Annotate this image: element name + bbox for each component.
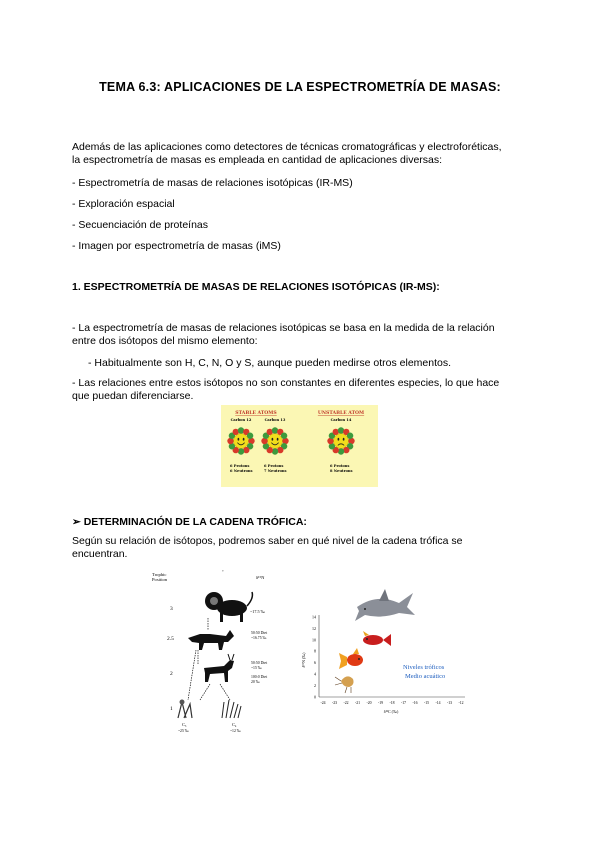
y-tick-labels	[312, 614, 316, 699]
deer-icon	[204, 654, 234, 682]
level-value: ~15 ‰	[251, 666, 262, 670]
atom-nuclei	[227, 427, 354, 454]
orange-fish-icon	[339, 648, 363, 669]
sub-bullet: - Habitualmente son H, C, N, O y S, aunque pueden medirse otros elementos.	[88, 357, 452, 369]
x-tick-label: -16	[412, 701, 418, 705]
paragraph-line: Según su relación de isótopos, podremos saber en qué nivel de la cadena trófica se	[72, 535, 463, 547]
isotope-paragraph-2	[72, 377, 528, 403]
legend-line: Niveles tróficos	[403, 664, 445, 671]
x-tick-label: -20	[366, 701, 372, 705]
trophic-level-number: 3	[170, 606, 173, 612]
x-tick-label: -23	[331, 701, 338, 705]
smiley-face-icon	[268, 434, 283, 449]
intro-paragraph	[72, 141, 528, 167]
x-tick-label: -17	[400, 701, 407, 705]
atom-name: Carbon 13	[264, 418, 286, 422]
atoms-svg	[221, 405, 378, 487]
face-eye	[243, 438, 245, 441]
x-tick-label: -24	[320, 701, 326, 705]
atom-neutrons: 7 Neutrons	[264, 469, 287, 473]
x-axis-label: δ¹³C (‰)	[383, 709, 399, 714]
x-tick-label: -13	[446, 701, 453, 705]
x-tick-label: -14	[435, 701, 441, 705]
plant-label: C₃	[182, 722, 187, 727]
red-fish-icon	[363, 631, 391, 646]
trophic-chain-figure	[148, 568, 278, 738]
shark-icon	[355, 589, 415, 621]
c4-plant-icon	[222, 700, 241, 718]
trophic-level-number: 1	[170, 706, 173, 712]
atom-neutrons: 6 Neutrons	[230, 469, 253, 473]
x-tick-label: -22	[343, 701, 349, 705]
trophic-header: Trophic	[152, 572, 167, 577]
face-eye	[238, 438, 240, 441]
intro-line: la espectrometría de masas es empleada en cantidad de aplicaciones diversas:	[72, 154, 443, 166]
wolf-icon	[188, 630, 234, 650]
legend-line: Medio acuático	[405, 673, 446, 680]
aquatic-svg	[295, 585, 470, 725]
atom-nucleus	[227, 427, 254, 454]
x-tick-label: -21	[354, 701, 361, 705]
chain-arrows	[188, 618, 230, 700]
atom-nucleus	[261, 427, 288, 454]
section-heading: 1. ESPECTROMETRÍA DE MASAS DE RELACIONES ISOTÓPICAS (IR-MS):	[72, 281, 440, 293]
application-item: - Exploración espacial	[72, 198, 175, 210]
shrimp-icon	[335, 676, 354, 693]
aquatic-trophic-figure	[295, 585, 470, 725]
x-tick-label: -12	[458, 701, 464, 705]
plant-label: C₄	[232, 722, 237, 727]
face-eye	[272, 438, 274, 441]
level-value: 20 ‰	[251, 680, 260, 684]
trophic-header: Position	[152, 577, 168, 582]
application-item: - Espectrometría de masas de relaciones isotópicas (IR-MS)	[72, 177, 353, 189]
paragraph-line: encuentran.	[72, 548, 128, 560]
level-value: 50:50 Diet	[251, 631, 268, 635]
small-mark: °	[222, 569, 224, 574]
face-eye	[338, 438, 340, 441]
isotope-paragraph	[72, 322, 528, 348]
page-title: TEMA 6.3: APLICACIONES DE LA ESPECTROMETRÍA DE MASAS:	[99, 80, 501, 94]
application-item: - Secuenciación de proteínas	[72, 219, 209, 231]
level-value: ~17.5 ‰	[250, 609, 265, 614]
plant-value: ~12 ‰	[230, 729, 241, 733]
application-item: - Imagen por espectrometría de masas (iMS)	[72, 240, 281, 252]
intro-line: Además de las aplicaciones como detectores de técnicas cromatográficas y electroforéticas,	[72, 141, 502, 153]
atom-name: Carbon 14	[330, 418, 352, 422]
sad-face-icon	[334, 434, 349, 449]
y-tick-label: 0	[314, 694, 316, 700]
nitrogen-header: δ¹⁵N	[256, 575, 265, 580]
level-value: 100:0 Diet	[251, 675, 268, 679]
atom-protons: 6 Protons	[230, 464, 250, 468]
atom-protons: 6 Protons	[330, 464, 350, 468]
isotope-atoms-figure	[221, 405, 378, 487]
paragraph-line: - La espectrometría de masas de relaciones isotópicas se basa en la medida de la relación	[72, 322, 495, 334]
stable-atoms-label: STABLE ATOMS	[235, 411, 277, 416]
trophic-paragraph	[72, 535, 528, 561]
atom-neutrons: 8 Neutrons	[330, 469, 353, 473]
face-eye	[343, 438, 345, 441]
face-eye	[277, 438, 279, 441]
x-tick-labels	[320, 701, 463, 705]
x-tick-label: -18	[389, 701, 395, 705]
c3-plant-icon	[178, 700, 192, 719]
y-tick-label: 10	[312, 637, 316, 643]
atom-name: Carbon 12	[230, 418, 252, 422]
trophic-level-number: 2.5	[167, 636, 174, 642]
y-tick-label: 14	[312, 614, 316, 620]
y-tick-label: 8	[314, 648, 316, 654]
level-value: 50:50 Diet	[251, 661, 268, 665]
smiley-face-icon	[234, 434, 249, 449]
unstable-atom-label: UNSTABLE ATOM	[317, 411, 365, 416]
y-axis-label: δ¹⁵N (‰)	[301, 652, 306, 668]
atom-nucleus	[327, 427, 354, 454]
y-tick-label: 12	[312, 625, 316, 631]
x-tick-label: -19	[377, 701, 384, 705]
trophic-svg	[148, 568, 278, 738]
atom-protons: 6 Protons	[264, 464, 284, 468]
trophic-level-number: 2	[170, 671, 173, 677]
paragraph-line: que puedan diferenciarse.	[72, 390, 194, 402]
y-tick-label: 4	[314, 671, 316, 677]
y-tick-label: 2	[314, 683, 316, 688]
plant-value: ~25 ‰	[178, 729, 189, 733]
y-tick-label: 6	[314, 660, 316, 666]
x-tick-label: -15	[423, 701, 430, 705]
section-heading: ➢ DETERMINACIÓN DE LA CADENA TRÓFICA:	[72, 516, 307, 528]
paragraph-line: - Las relaciones entre estos isótopos no son constantes en diferentes especies, lo que hace	[72, 377, 500, 389]
lion-icon	[205, 592, 252, 622]
level-value: ~16.75 ‰	[251, 636, 267, 640]
paragraph-line: entre dos isótopos del mismo elemento:	[72, 335, 258, 347]
